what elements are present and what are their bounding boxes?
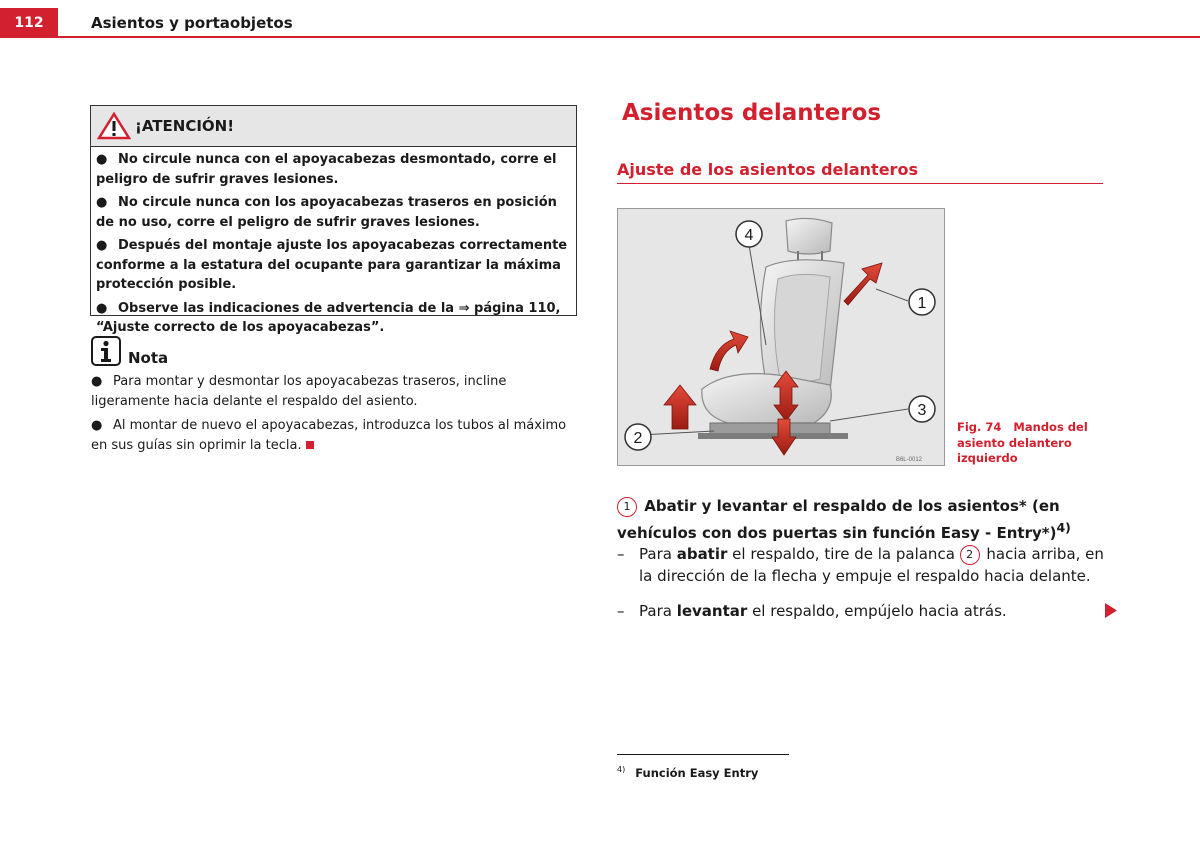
emphasis: abatir	[676, 545, 728, 563]
callout-2	[625, 424, 651, 450]
footnote-text: Función Easy Entry	[635, 765, 759, 780]
warning-header	[91, 106, 576, 147]
bullet-icon: ●	[96, 300, 108, 316]
footnote-rule	[617, 754, 789, 755]
bullet-icon: ●	[91, 374, 103, 389]
instruction-step: – Para levantar el respaldo, empújelo hacia atrás.	[617, 602, 1007, 620]
warning-item: ● Después del montaje ajuste los apoyacabezas correctamente conforme a la estatura del ocupante para garantizar la máxima protección posible.	[96, 238, 568, 292]
warning-box	[90, 105, 577, 335]
procedure-heading	[617, 495, 1112, 544]
warning-item: ● Observe las indicaciones de advertencia de la ⇒ página 110, “Ajuste correcto de los apoyacabezas”.	[96, 300, 561, 335]
end-of-section-icon	[306, 441, 314, 449]
bullet-icon: ●	[96, 238, 108, 253]
note-item: ● Para montar y desmontar los apoyacabezas traseros, incline ligeramente hacia delante el respaldo del asiento.	[91, 374, 507, 409]
footnote-ref: 4)	[1056, 520, 1071, 535]
figure-caption-text: Mandos del asiento delantero izquierdo	[957, 420, 1088, 465]
callout-4	[736, 221, 762, 247]
running-header: Asientos y portaobjetos	[91, 14, 293, 32]
header-rule	[58, 36, 1200, 38]
procedure-heading-text: Abatir y levantar el respaldo de los asientos* (en vehículos con dos puertas sin función Easy - Entry*)	[617, 497, 1060, 542]
bullet-icon: ●	[91, 418, 103, 433]
warning-list	[91, 147, 576, 338]
warning-item: ● No circule nunca con el apoyacabezas desmontado, corre el peligro de sufrir graves lesiones.	[96, 152, 557, 187]
warning-item: ● No circule nunca con los apoyacabezas traseros en posición de no uso, corre el peligro de sufrir graves lesiones.	[96, 195, 557, 230]
bullet-icon: ●	[96, 152, 108, 167]
emphasis: levantar	[676, 602, 748, 620]
page-number: 112	[0, 8, 58, 38]
svg-text:2: 2	[633, 430, 643, 447]
note-item: ● Al montar de nuevo el apoyacabezas, introduzca los tubos al máximo en sus guías sin oprimir la tecla.	[91, 418, 567, 453]
seat-controls-figure	[617, 208, 945, 466]
warning-triangle-icon	[97, 112, 131, 140]
dash-marker: –	[617, 602, 625, 620]
section-subtitle: Ajuste de los asientos delanteros	[617, 160, 918, 179]
callout-3	[909, 396, 935, 422]
continue-arrow-icon	[1105, 603, 1117, 618]
warning-title: ¡ATENCIÓN!	[135, 117, 235, 135]
svg-text:1: 1	[917, 295, 927, 312]
figure-number: Fig. 74	[957, 420, 1002, 434]
note-title: Nota	[128, 349, 169, 367]
svg-text:4: 4	[744, 227, 754, 244]
note-list	[91, 372, 581, 460]
svg-text:3: 3	[917, 402, 927, 419]
bullet-icon: ●	[96, 195, 108, 210]
dash-marker: –	[617, 545, 625, 563]
lever-ref-icon: 2	[960, 545, 980, 565]
info-icon	[91, 336, 121, 366]
callout-1	[909, 289, 935, 315]
subtitle-rule	[617, 183, 1103, 184]
instruction-step: – Para abatir el respaldo, tire de la palanca 2 hacia arriba, en la dirección de la flecha y empuje el respaldo hacia delante.	[617, 545, 1104, 585]
page-title: Asientos delanteros	[622, 100, 882, 126]
footnote	[617, 765, 758, 780]
step-number-icon: 1	[617, 497, 637, 517]
footnote-marker: 4)	[617, 765, 626, 774]
figure-code: B6L-0012	[895, 457, 922, 463]
figure-caption	[957, 420, 1097, 467]
seat-illustration	[618, 209, 944, 465]
